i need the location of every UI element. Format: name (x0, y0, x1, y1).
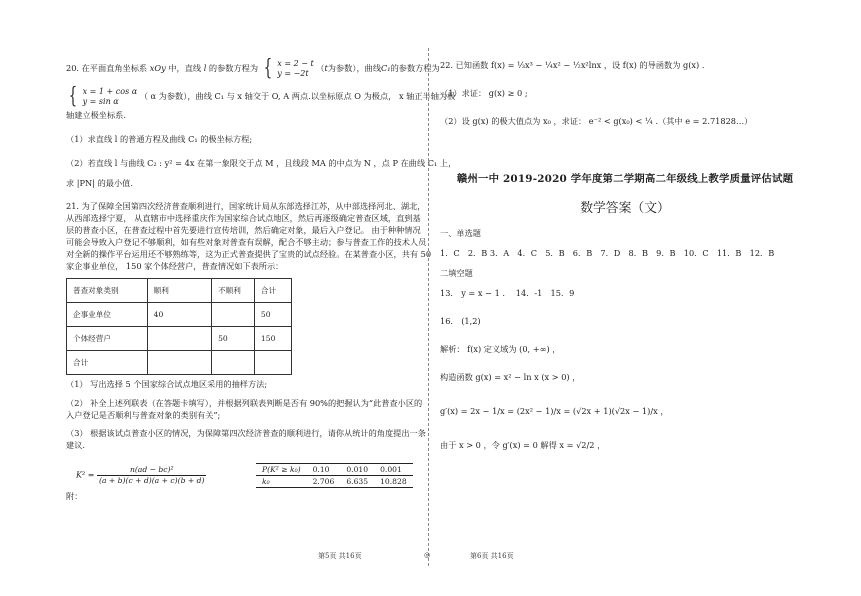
formula-fraction (97, 465, 206, 486)
table-header-cell: 顺利 (147, 279, 211, 303)
q20-part2: （2）若直线 l 与曲线 C₂ : y² = 4x 在第一象限交于点 M ，且线段 MA 的中点为 N ，点 P 在曲线 C₁ 上， (66, 158, 457, 168)
table-cell: 2.706 (307, 476, 341, 488)
q21-part3: （3） 根据该试点普查小区的情况，为保障第四次经济普查的顺利进行，请你从统计的角度提出一条 (66, 428, 426, 438)
table-header-row (67, 279, 292, 303)
q21-intro-line: 家企事业单位， 150 家个体经营户，普查情况如下表所示： (66, 261, 284, 271)
table-cell (254, 351, 291, 375)
q20-line3: 轴建立极坐标系. (66, 110, 126, 120)
q21-intro-line: 可能会导致入户登记不够顺利，如有些对象对普查有误解，配合不够主动；参与普查工作的技术人员 (66, 237, 427, 247)
q21-part3b: 建议. (66, 440, 85, 450)
table-header-cell: 合计 (254, 279, 291, 303)
table-row (256, 464, 413, 476)
q20-param-x: x = 2 − t (277, 59, 314, 68)
table-header-cell: 不顺利 (212, 279, 255, 303)
answer-key (440, 170, 810, 452)
q20-t: t (324, 63, 328, 73)
table-cell: 50 (254, 303, 291, 327)
column-divider (428, 48, 429, 566)
table-cell (147, 351, 211, 375)
q21-part2: （2） 补全上述列联表（在答题卡填写），并根据列联表判断是否有 90%的把握认为“此普查小区的 (66, 398, 423, 408)
table-cell: 6.635 (340, 476, 374, 488)
formula-numerator: n(ad − bc)² (97, 465, 206, 476)
q20-curve-x: x = 1 + cos α (82, 87, 138, 96)
section-fill-blank: 二填空题 (440, 268, 473, 278)
q20-line2 (66, 84, 456, 109)
survey-table (66, 278, 292, 375)
single-choice-answers: 1．C 2．B 3．A 4．C 5．B 6．B 7．D 8．B 9．B 10．C 11．B 12．B (440, 248, 775, 258)
table-row (67, 351, 292, 375)
q21-intro-line: 层的普查小区，在普查过程中首先要进行宣传培训，然后确定对象，最后入户登记。 由于种种情况 (66, 225, 421, 235)
q20-line1 (66, 56, 440, 81)
question-22 (440, 58, 810, 128)
answer-16: 16． (1,2) (440, 316, 481, 326)
q21-part1: （1） 写出选择 5 个国家综合试点地区采用的抽样方法; (66, 379, 268, 389)
q20-param-y: y = −2t (277, 69, 309, 78)
q20-curve-y: y = sin α (82, 97, 119, 106)
q20-c1: C₁ (381, 63, 391, 73)
q22-line1: 22. 已知函数 f(x) = ⅓x³ − ¼x² − ½x²lnx ，设 f(x) 的导函数为 g(x) . (440, 60, 705, 70)
appendix-label: 附： (66, 491, 83, 501)
chi-square-formula (76, 465, 206, 486)
q21-intro-line: 21. 为了保障全国第四次经济普查顺利进行，国家统计局从东部选择江苏，从中部选择河北、湖北， (66, 201, 426, 211)
q21-part2b: 入户登记是否顺利与普查对象的类别有关”; (66, 410, 221, 420)
solution-line: 构造函数 g(x) = x² − ln x (x > 0) ， (440, 372, 581, 382)
solution-line: 由于 x > 0 ，令 g′(x) = 0 解得 x = √2/2 ， (440, 440, 606, 450)
q20-part2b: 求 |PN| 的最小值. (66, 178, 133, 188)
right-column (440, 58, 810, 452)
table-cell (212, 351, 255, 375)
table-row (67, 327, 292, 351)
section-single-choice: 一、单选题 (440, 228, 481, 238)
table-header-cell: 普查对象类别 (67, 279, 148, 303)
table-cell: 10.828 (374, 476, 413, 488)
fill-blank-answers: 13． y = x − 1 . 14．-1 15．9 (440, 288, 575, 298)
solution-line: 解析： f(x) 定义域为 (0, +∞) ， (440, 344, 561, 354)
table-cell: P(K² ≥ k₀) (256, 464, 307, 476)
table-cell: k₀ (256, 476, 307, 488)
table-cell: 个体经营户 (67, 327, 148, 351)
q20-brace2: { (68, 84, 78, 109)
q20-part1: （1）求直线 l 的普通方程及曲线 C₁ 的极坐标方程; (66, 134, 253, 144)
q20-param-system (277, 59, 313, 79)
answer-title: 赣州一中 2019-2020 学年度第二学期高二年级线上教学质量评估试题 (456, 173, 794, 185)
answer-subtitle: 数学答案（文） (580, 201, 670, 216)
q20-text: 为参数），曲线 (327, 63, 382, 73)
q20-xoy: xOy (149, 63, 166, 73)
page-number-left: 第5页 共16页 (318, 552, 362, 560)
critical-value-table (256, 463, 413, 488)
table-cell: 0.010 (340, 464, 374, 476)
table-cell: 企事业单位 (67, 303, 148, 327)
table-cell: 40 (147, 303, 211, 327)
solution-line: g′(x) = 2x − 1/x = (2x² − 1)/x = (√2x + 1)(√2x − 1)/x ， (440, 406, 669, 416)
table-cell (147, 327, 211, 351)
footer-center-mark: ◎ (424, 551, 431, 559)
q21-intro-line: 对全新的操作平台运用还不够熟练等，这为正式普查提供了宝贵的试点经验。在某普查小区，共有 50 (66, 249, 432, 259)
table-row (67, 303, 292, 327)
question-21 (66, 200, 432, 501)
q20-text: （ α 为参数），曲线 C₁ 与 x 轴交于 O, A 两点.以坐标原点 O 为极点， x 轴正半轴为极 (139, 91, 456, 101)
table-cell: 合计 (67, 351, 148, 375)
q20-text: 的参数方程为 (390, 63, 440, 73)
q20-text: 中，直线 (168, 63, 202, 73)
q21-intro-line: 从西部选择宁夏， 从直辖市中选择重庆作为国家综合试点地区，然后再逐级确定普查区域，直到基 (66, 213, 421, 223)
table-cell: 0.001 (374, 464, 413, 476)
q20-text: （ (316, 63, 325, 73)
q20-curve-system (83, 87, 138, 107)
q22-part2: （2）设 g(x) 的极大值点为 x₀ ，求证： e⁻² < g(x₀) < ¼ .（其中 e = 2.71828…） (440, 116, 753, 126)
q20-var-l: l (203, 63, 207, 73)
table-cell: 50 (212, 327, 255, 351)
formula-denominator: (a + b)(c + d)(a + c)(b + d) (98, 476, 205, 485)
table-row (256, 476, 413, 488)
table-cell: 150 (254, 327, 291, 351)
chi-square-formula-row (66, 459, 418, 499)
question-20 (66, 56, 457, 190)
q20-text: 20. 在平面直角坐标系 (66, 63, 148, 73)
table-cell (212, 303, 255, 327)
table-cell: 0.10 (307, 464, 341, 476)
q20-brace: { (263, 56, 272, 81)
formula-lhs: K² = (76, 470, 95, 480)
page-number-right: 第6页 共16页 (470, 552, 514, 560)
q20-text: 的参数方程为 (208, 63, 259, 73)
q22-part1: （1）求证： g(x) ≥ 0 ; (440, 88, 528, 98)
